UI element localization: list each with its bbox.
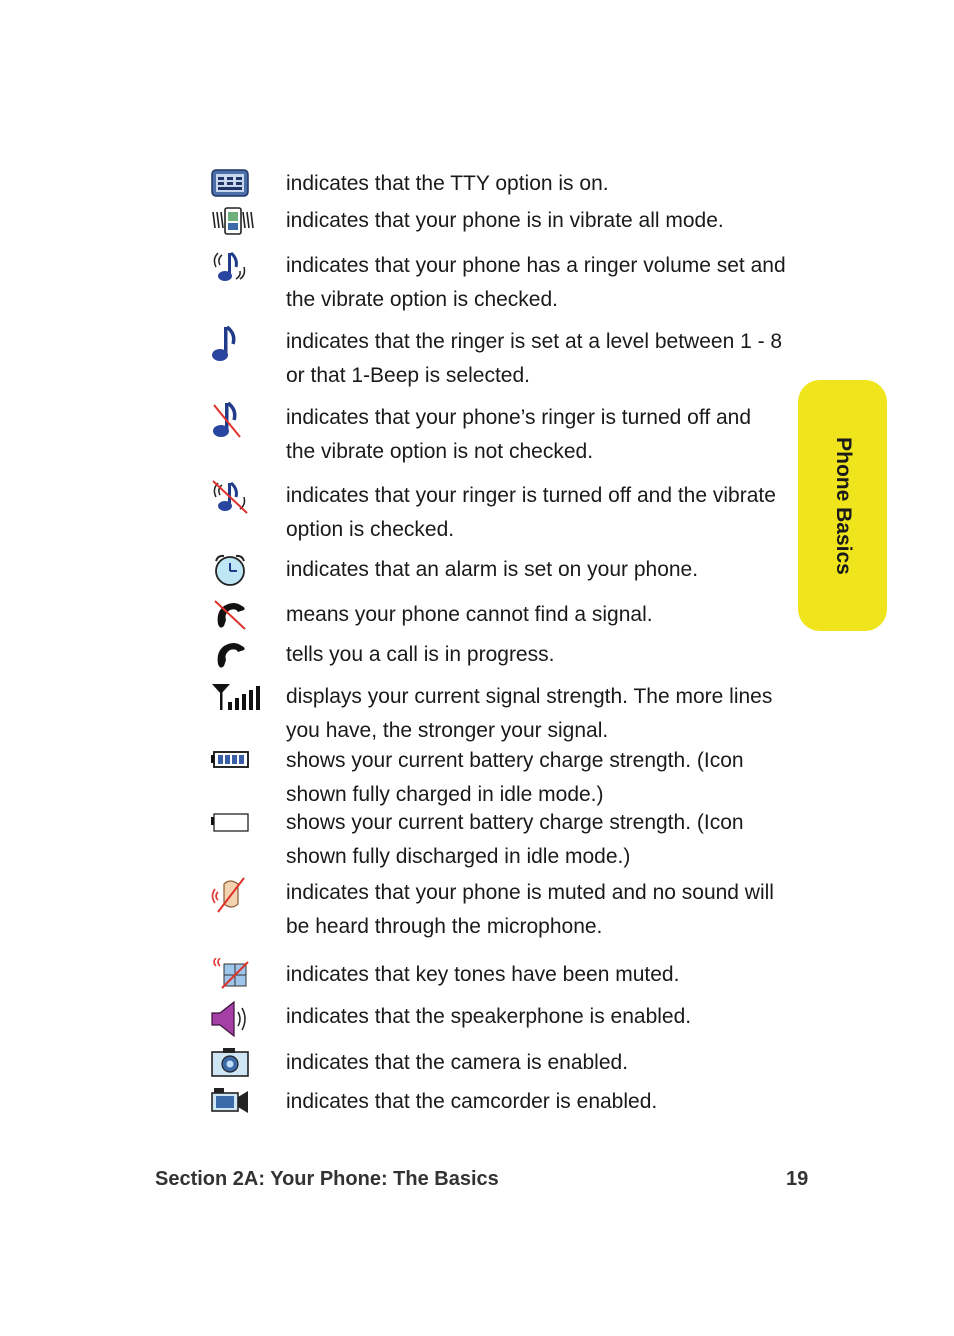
item-text: shows your current battery charge strength. (Icon shown fully discharged in idle mode.) — [286, 811, 744, 868]
section-tab-label: Phone Basics — [831, 436, 855, 575]
call-in-progress-icon — [210, 638, 258, 672]
item-text: indicates that your phone is muted and no sound will be heard through the microphone. — [286, 881, 774, 938]
item-text: indicates that the ringer is set at a level between 1 - 8 or that 1-Beep is selected. — [286, 330, 783, 387]
mute-icon — [210, 876, 258, 910]
battery-empty-icon — [210, 806, 258, 840]
item-text: indicates that your ringer is turned off and the vibrate option is checked. — [286, 484, 776, 541]
item-text: indicates that your phone has a ringer volume set and the vibrate option is checked. — [286, 254, 786, 311]
key-tones-muted-icon — [210, 958, 258, 992]
ringer-vibrate-icon — [210, 249, 258, 283]
ringer-off-icon — [210, 401, 258, 435]
item-text: means your phone cannot find a signal. — [286, 603, 653, 626]
section-tab — [798, 380, 887, 631]
item-text: tells you a call is in progress. — [286, 643, 555, 666]
camcorder-icon — [210, 1085, 258, 1119]
item-text: indicates that your phone is in vibrate all mode. — [286, 209, 724, 232]
item-text: displays your current signal strength. The more lines you have, the stronger your signal. — [286, 685, 773, 742]
signal-strength-icon — [210, 680, 258, 714]
item-text: indicates that the camera is enabled. — [286, 1051, 629, 1074]
ringer-off-vibrate-icon — [210, 479, 258, 513]
item-text: indicates that the camcorder is enabled. — [286, 1090, 658, 1113]
item-text: shows your current battery charge strength. (Icon shown fully charged in idle mode.) — [286, 749, 744, 806]
no-signal-icon — [210, 598, 258, 632]
battery-full-icon — [210, 744, 258, 778]
page-number: 19 — [786, 1168, 809, 1190]
footer-section-title: Section 2A: Your Phone: The Basics — [155, 1168, 499, 1190]
tty-icon — [210, 167, 258, 201]
ringer-icon — [210, 325, 258, 359]
vibrate-all-icon — [210, 204, 258, 238]
item-text: indicates that the speakerphone is enabled. — [286, 1005, 692, 1028]
item-text: indicates that an alarm is set on your phone. — [286, 558, 699, 581]
item-text: indicates that your phone’s ringer is turned off and the vibrate option is not checked. — [286, 406, 752, 463]
item-text: indicates that the TTY option is on. — [286, 172, 609, 195]
camera-icon — [210, 1046, 258, 1080]
alarm-icon — [210, 553, 258, 587]
speakerphone-icon — [210, 1000, 258, 1034]
item-text: indicates that key tones have been muted. — [286, 963, 680, 986]
